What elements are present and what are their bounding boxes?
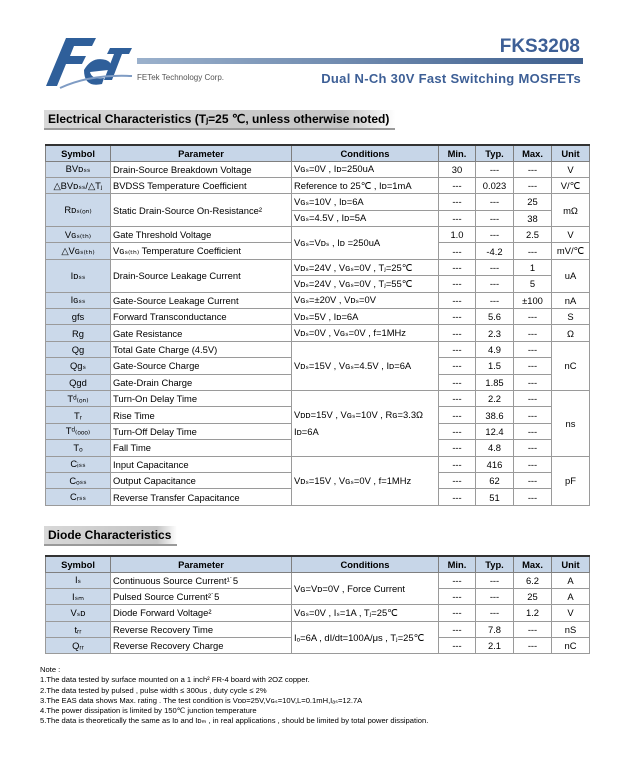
conditions-cell <box>292 390 439 456</box>
max-cell: --- <box>514 407 552 423</box>
table-row <box>46 194 590 210</box>
max-cell: 1.2 <box>514 605 552 621</box>
unit-cell: V <box>552 605 590 621</box>
table-row <box>46 456 590 472</box>
max-cell: 6.2 <box>514 572 552 588</box>
unit-cell: S <box>552 309 590 325</box>
unit-cell: ns <box>552 390 590 456</box>
min-cell: --- <box>439 243 476 259</box>
conditions-cell: Vɢₛ=0V , Iᴅ=250uA <box>292 161 439 177</box>
diode-section-title: Diode Characteristics <box>44 526 177 546</box>
typ-cell: 1.5 <box>476 358 514 374</box>
conditions-cell: Vᴅₛ=15V , Vɢₛ=0V , f=1MHz <box>292 456 439 505</box>
typ-cell: 4.9 <box>476 341 514 357</box>
min-cell: --- <box>439 489 476 505</box>
electrical-table <box>45 144 590 506</box>
parameter-cell: Static Drain-Source On-Resistance² <box>111 194 292 227</box>
parameter-cell: Reverse Recovery Charge <box>111 638 292 654</box>
table-row <box>46 177 590 193</box>
typ-cell: --- <box>476 227 514 243</box>
min-cell: --- <box>439 325 476 341</box>
symbol-cell: Qɡd <box>46 374 111 390</box>
unit-cell: V/℃ <box>552 177 590 193</box>
typ-cell: 2.2 <box>476 390 514 406</box>
parameter-cell: Rise Time <box>111 407 292 423</box>
header-rule <box>137 58 583 64</box>
typ-cell: --- <box>476 588 514 604</box>
min-cell: --- <box>439 440 476 456</box>
parameter-cell: Continuous Source Current¹˙5 <box>111 572 292 588</box>
diode-table <box>45 555 590 654</box>
min-cell: --- <box>439 210 476 226</box>
symbol-cell: Qɡ <box>46 341 111 357</box>
parameter-cell: Drain-Source Breakdown Voltage <box>111 161 292 177</box>
unit-cell: A <box>552 572 590 588</box>
typ-cell: --- <box>476 161 514 177</box>
header-conditions: Conditions <box>292 556 439 572</box>
symbol-cell: Rɡ <box>46 325 111 341</box>
min-cell: --- <box>439 423 476 439</box>
parameter-cell: Gate Resistance <box>111 325 292 341</box>
typ-cell: 1.85 <box>476 374 514 390</box>
conditions-cell: Vᴅₛ=0V , Vɢₛ=0V , f=1MHz <box>292 325 439 341</box>
typ-cell: --- <box>476 194 514 210</box>
table-row <box>46 572 590 588</box>
typ-cell: -4.2 <box>476 243 514 259</box>
min-cell: --- <box>439 605 476 621</box>
symbol-cell: Cᵣₛₛ <box>46 489 111 505</box>
min-cell: --- <box>439 177 476 193</box>
symbol-cell: Qɡₛ <box>46 358 111 374</box>
min-cell: 30 <box>439 161 476 177</box>
max-cell: --- <box>514 161 552 177</box>
electrical-section-title: Electrical Characteristics (Tⱼ=25 ℃, unless otherwise noted) <box>44 110 395 130</box>
symbol-cell: Tᵈ₍ₒₙ₎ <box>46 390 111 406</box>
switching-condition-line1: Vᴅᴅ=15V , Vɢₛ=10V , Rɢ=3.3Ω <box>294 409 424 421</box>
max-cell: 25 <box>514 194 552 210</box>
min-cell: --- <box>439 292 476 308</box>
parameter-cell: Turn-Off Delay Time <box>111 423 292 439</box>
max-cell: 2.5 <box>514 227 552 243</box>
note-item: 2.The data tested by pulsed , pulse width ≤ 300us , duty cycle ≤ 2% <box>40 685 267 695</box>
min-cell: --- <box>439 390 476 406</box>
conditions-cell: Iₒ=6A , dI/dt=100A/μs , Tⱼ=25℃ <box>292 621 439 654</box>
unit-cell: V <box>552 227 590 243</box>
typ-cell: 5.6 <box>476 309 514 325</box>
symbol-cell: Iₛ <box>46 572 111 588</box>
header-min: Min. <box>439 556 476 572</box>
max-cell: --- <box>514 456 552 472</box>
min-cell: --- <box>439 572 476 588</box>
typ-cell: --- <box>476 605 514 621</box>
part-number: FKS3208 <box>499 36 580 57</box>
min-cell: --- <box>439 341 476 357</box>
max-cell: 38 <box>514 210 552 226</box>
parameter-cell: Output Capacitance <box>111 472 292 488</box>
typ-cell: --- <box>476 259 514 275</box>
header-unit: Unit <box>552 145 590 161</box>
parameter-cell: Reverse Transfer Capacitance <box>111 489 292 505</box>
conditions-cell: Vᴅₛ=24V , Vɢₛ=0V , Tⱼ=55℃ <box>292 276 439 292</box>
symbol-cell: Tᵣ <box>46 407 111 423</box>
parameter-cell: Drain-Source Leakage Current <box>111 259 292 292</box>
typ-cell: 51 <box>476 489 514 505</box>
conditions-cell: Vᴅₛ=24V , Vɢₛ=0V , Tⱼ=25℃ <box>292 259 439 275</box>
parameter-cell: Fall Time <box>111 440 292 456</box>
min-cell: --- <box>439 259 476 275</box>
table-row <box>46 161 590 177</box>
table-row <box>46 325 590 341</box>
max-cell: --- <box>514 325 552 341</box>
header-max: Max. <box>514 556 552 572</box>
unit-cell: nS <box>552 621 590 637</box>
typ-cell: 0.023 <box>476 177 514 193</box>
conditions-cell: Vᴅₛ=15V , Vɢₛ=4.5V , Iᴅ=6A <box>292 341 439 390</box>
symbol-cell: Iₛₘ <box>46 588 111 604</box>
typ-cell: 38.6 <box>476 407 514 423</box>
min-cell: --- <box>439 472 476 488</box>
note-item: 1.The data tested by surface mounted on a 1 inch² FR-4 board with 2OZ copper. <box>40 675 310 685</box>
symbol-cell: gfs <box>46 309 111 325</box>
typ-cell: 4.8 <box>476 440 514 456</box>
table-row <box>46 621 590 637</box>
typ-cell: --- <box>476 572 514 588</box>
parameter-cell: Total Gate Charge (4.5V) <box>111 341 292 357</box>
symbol-cell: Cₒₛₛ <box>46 472 111 488</box>
symbol-cell: △Vɢₛ₍ₜₕ₎ <box>46 243 111 259</box>
table-row <box>46 227 590 243</box>
symbol-cell: Iɢₛₛ <box>46 292 111 308</box>
min-cell: --- <box>439 358 476 374</box>
table-row <box>46 341 590 357</box>
min-cell: --- <box>439 194 476 210</box>
max-cell: 25 <box>514 588 552 604</box>
header-conditions: Conditions <box>292 145 439 161</box>
typ-cell: --- <box>476 276 514 292</box>
unit-cell: uA <box>552 259 590 292</box>
header-parameter: Parameter <box>111 556 292 572</box>
min-cell: --- <box>439 309 476 325</box>
parameter-cell: Input Capacitance <box>111 456 292 472</box>
min-cell: 1.0 <box>439 227 476 243</box>
min-cell: --- <box>439 638 476 654</box>
table-row <box>46 259 590 275</box>
unit-cell: mV/℃ <box>552 243 590 259</box>
min-cell: --- <box>439 621 476 637</box>
min-cell: --- <box>439 456 476 472</box>
max-cell: --- <box>514 621 552 637</box>
document-subtitle: Dual N-Ch 30V Fast Switching MOSFETs <box>321 71 581 86</box>
conditions-cell: Vɢₛ=Vᴅₛ , Iᴅ =250uA <box>292 227 439 260</box>
company-logo <box>40 30 135 92</box>
switching-condition-line2: Iᴅ=6A <box>294 426 319 438</box>
typ-cell: 2.3 <box>476 325 514 341</box>
conditions-cell: Vɢₛ=10V , Iᴅ=6A <box>292 194 439 210</box>
min-cell: --- <box>439 407 476 423</box>
max-cell: 1 <box>514 259 552 275</box>
note-item: 5.The data is theoretically the same as Iᴅ and Iᴅₘ , in real applications , should be limited by total power dissipation. <box>40 716 429 726</box>
symbol-cell: Tₒ <box>46 440 111 456</box>
header-symbol: Symbol <box>46 556 111 572</box>
table-row <box>46 292 590 308</box>
typ-cell: 2.1 <box>476 638 514 654</box>
parameter-cell: Vɢₛ₍ₜₕ₎ Temperature Coefficient <box>111 243 292 259</box>
conditions-cell: Vɢ=Vᴅ=0V , Force Current <box>292 572 439 605</box>
table-header-row <box>46 556 590 572</box>
min-cell: --- <box>439 374 476 390</box>
parameter-cell: Gate-Source Leakage Current <box>111 292 292 308</box>
max-cell: --- <box>514 489 552 505</box>
note-item: 3.The EAS data shows Max. rating . The test condition is Vᴅᴅ=25V,Vɢₛ=10V,L=0.1mH,Iₐₛ=12.7A <box>40 695 363 705</box>
header-parameter: Parameter <box>111 145 292 161</box>
table-row <box>46 390 590 406</box>
parameter-cell: BVDSS Temperature Coefficient <box>111 177 292 193</box>
max-cell: 5 <box>514 276 552 292</box>
conditions-cell: Vᴅₛ=5V , Iᴅ=6A <box>292 309 439 325</box>
max-cell: --- <box>514 177 552 193</box>
max-cell: --- <box>514 390 552 406</box>
max-cell: --- <box>514 341 552 357</box>
typ-cell: 416 <box>476 456 514 472</box>
symbol-cell: Cᵢₛₛ <box>46 456 111 472</box>
conditions-cell: Vɢₛ=4.5V , Iᴅ=5A <box>292 210 439 226</box>
symbol-cell: Tᵈ₍ₒₒₒ₎ <box>46 423 111 439</box>
parameter-cell: Diode Forward Voltage² <box>111 605 292 621</box>
typ-cell: --- <box>476 210 514 226</box>
conditions-cell: Vɢₛ=0V , Iₛ=1A , Tⱼ=25℃ <box>292 605 439 621</box>
unit-cell: pF <box>552 456 590 505</box>
parameter-cell: Turn-On Delay Time <box>111 390 292 406</box>
unit-cell: V <box>552 161 590 177</box>
symbol-cell: BVᴅₛₛ <box>46 161 111 177</box>
min-cell: --- <box>439 276 476 292</box>
header-unit: Unit <box>552 556 590 572</box>
conditions-cell: Vɢₛ=±20V , Vᴅₛ=0V <box>292 292 439 308</box>
typ-cell: 12.4 <box>476 423 514 439</box>
company-name: FETek Technology Corp. <box>137 73 225 82</box>
table-row <box>46 605 590 621</box>
note-item: 4.The power dissipation is limited by 150℃ junction temperature <box>40 706 257 716</box>
symbol-cell: Iᴅₛₛ <box>46 259 111 292</box>
conditions-cell: Reference to 25℃ , Iᴅ=1mA <box>292 177 439 193</box>
fet-logo-icon <box>40 30 135 92</box>
symbol-cell: △BVᴅₛₛ/△Tⱼ <box>46 177 111 193</box>
symbol-cell: Rᴅₛ₍ₒₙ₎ <box>46 194 111 227</box>
unit-cell: mΩ <box>552 194 590 227</box>
symbol-cell: Qᵣᵣ <box>46 638 111 654</box>
parameter-cell: Gate Threshold Voltage <box>111 227 292 243</box>
typ-cell: --- <box>476 292 514 308</box>
table-header-row <box>46 145 590 161</box>
symbol-cell: Vɢₛ₍ₜₕ₎ <box>46 227 111 243</box>
parameter-cell: Gate-Source Charge <box>111 358 292 374</box>
typ-cell: 7.8 <box>476 621 514 637</box>
parameter-cell: Gate-Drain Charge <box>111 374 292 390</box>
unit-cell: nA <box>552 292 590 308</box>
parameter-cell: Reverse Recovery Time <box>111 621 292 637</box>
symbol-cell: tᵣᵣ <box>46 621 111 637</box>
notes-block <box>40 665 428 727</box>
parameter-cell: Pulsed Source Current²˙5 <box>111 588 292 604</box>
typ-cell: 62 <box>476 472 514 488</box>
max-cell: --- <box>514 638 552 654</box>
max-cell: --- <box>514 309 552 325</box>
header-max: Max. <box>514 145 552 161</box>
unit-cell: nC <box>552 341 590 390</box>
max-cell: --- <box>514 423 552 439</box>
max-cell: --- <box>514 374 552 390</box>
header-typ: Typ. <box>476 145 514 161</box>
max-cell: --- <box>514 358 552 374</box>
header-min: Min. <box>439 145 476 161</box>
table-row <box>46 309 590 325</box>
parameter-cell: Forward Transconductance <box>111 309 292 325</box>
min-cell: --- <box>439 588 476 604</box>
symbol-cell: Vₛᴅ <box>46 605 111 621</box>
max-cell: --- <box>514 243 552 259</box>
header-symbol: Symbol <box>46 145 111 161</box>
unit-cell: Ω <box>552 325 590 341</box>
header-typ: Typ. <box>476 556 514 572</box>
unit-cell: nC <box>552 638 590 654</box>
max-cell: ±100 <box>514 292 552 308</box>
max-cell: --- <box>514 440 552 456</box>
unit-cell: A <box>552 588 590 604</box>
notes-label: Note : <box>40 665 61 674</box>
max-cell: --- <box>514 472 552 488</box>
